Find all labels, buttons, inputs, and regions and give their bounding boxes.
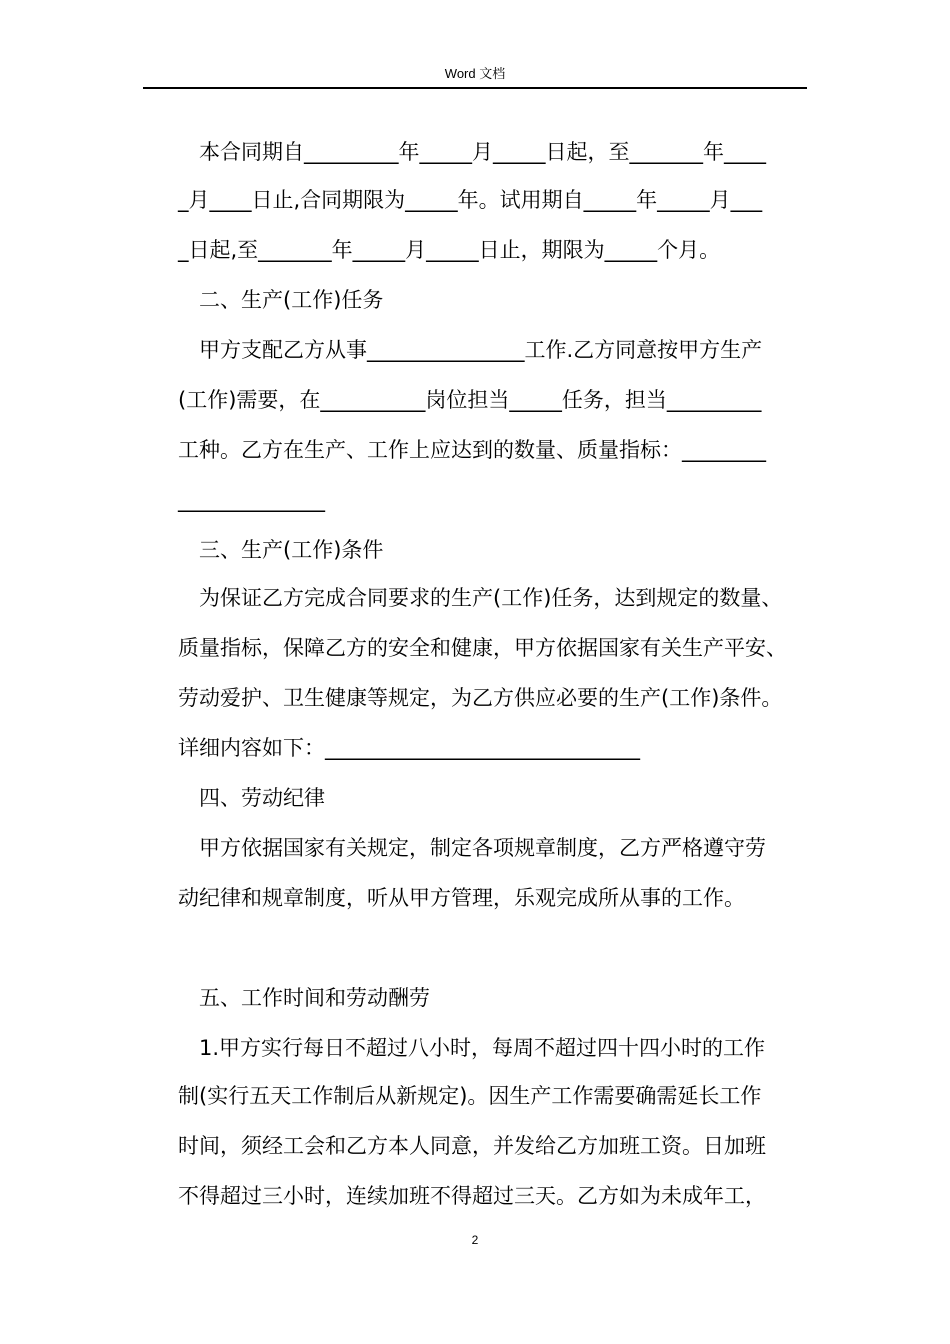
text-line: 制(实行五天工作制后从新规定)。因生产工作需要确需延长工作 bbox=[178, 1084, 762, 1108]
text-line: (工作)需要，在__________岗位担当_____任务，担当_________ bbox=[178, 388, 762, 412]
text-line: 质量指标，保障乙方的安全和健康，甲方依据国家有关生产平安、 bbox=[178, 636, 787, 660]
text-line: 工种。乙方在生产、工作上应达到的数量、质量指标：________ bbox=[178, 438, 766, 462]
text-line: 为保证乙方完成合同要求的生产(工作)任务，达到规定的数量、 bbox=[199, 586, 783, 610]
text-line: 甲方依据国家有关规定，制定各项规章制度，乙方严格遵守劳 bbox=[199, 836, 766, 860]
section-heading: 五、工作时间和劳动酬劳 bbox=[199, 986, 430, 1010]
text-line: _日起,至_______年_____月_____日止，期限为_____个月。 bbox=[178, 238, 721, 262]
text-line: 时间，须经工会和乙方本人同意，并发给乙方加班工资。日加班 bbox=[178, 1134, 766, 1158]
text-line: 劳动爱护、卫生健康等规定，为乙方供应必要的生产(工作)条件。 bbox=[178, 686, 783, 710]
text-line: 甲方支配乙方从事_______________工作.乙方同意按甲方生产 bbox=[199, 338, 763, 362]
text-line: 动纪律和规章制度，听从甲方管理，乐观完成所从事的工作。 bbox=[178, 886, 745, 910]
header-title: Word 文档 bbox=[444, 66, 506, 81]
text-line: 1.甲方实行每日不超过八小时，每周不超过四十四小时的工作 bbox=[199, 1036, 766, 1060]
section-heading: 四、劳动纪律 bbox=[199, 786, 325, 810]
text-line: ______________ bbox=[178, 488, 325, 512]
section-heading: 二、生产(工作)任务 bbox=[199, 288, 384, 312]
text-line: _月____日止,合同期限为_____年。试用期自_____年_____月___ bbox=[178, 188, 763, 212]
header-rule bbox=[143, 87, 807, 89]
text-line: 详细内容如下：______________________________ bbox=[178, 736, 640, 760]
text-line: 本合同期自_________年_____月_____日起，至_______年____ bbox=[199, 140, 766, 164]
page-number: 2 bbox=[471, 1233, 479, 1247]
section-heading: 三、生产(工作)条件 bbox=[199, 538, 384, 562]
text-line: 不得超过三小时，连续加班不得超过三天。乙方如为未成年工， bbox=[178, 1184, 766, 1208]
